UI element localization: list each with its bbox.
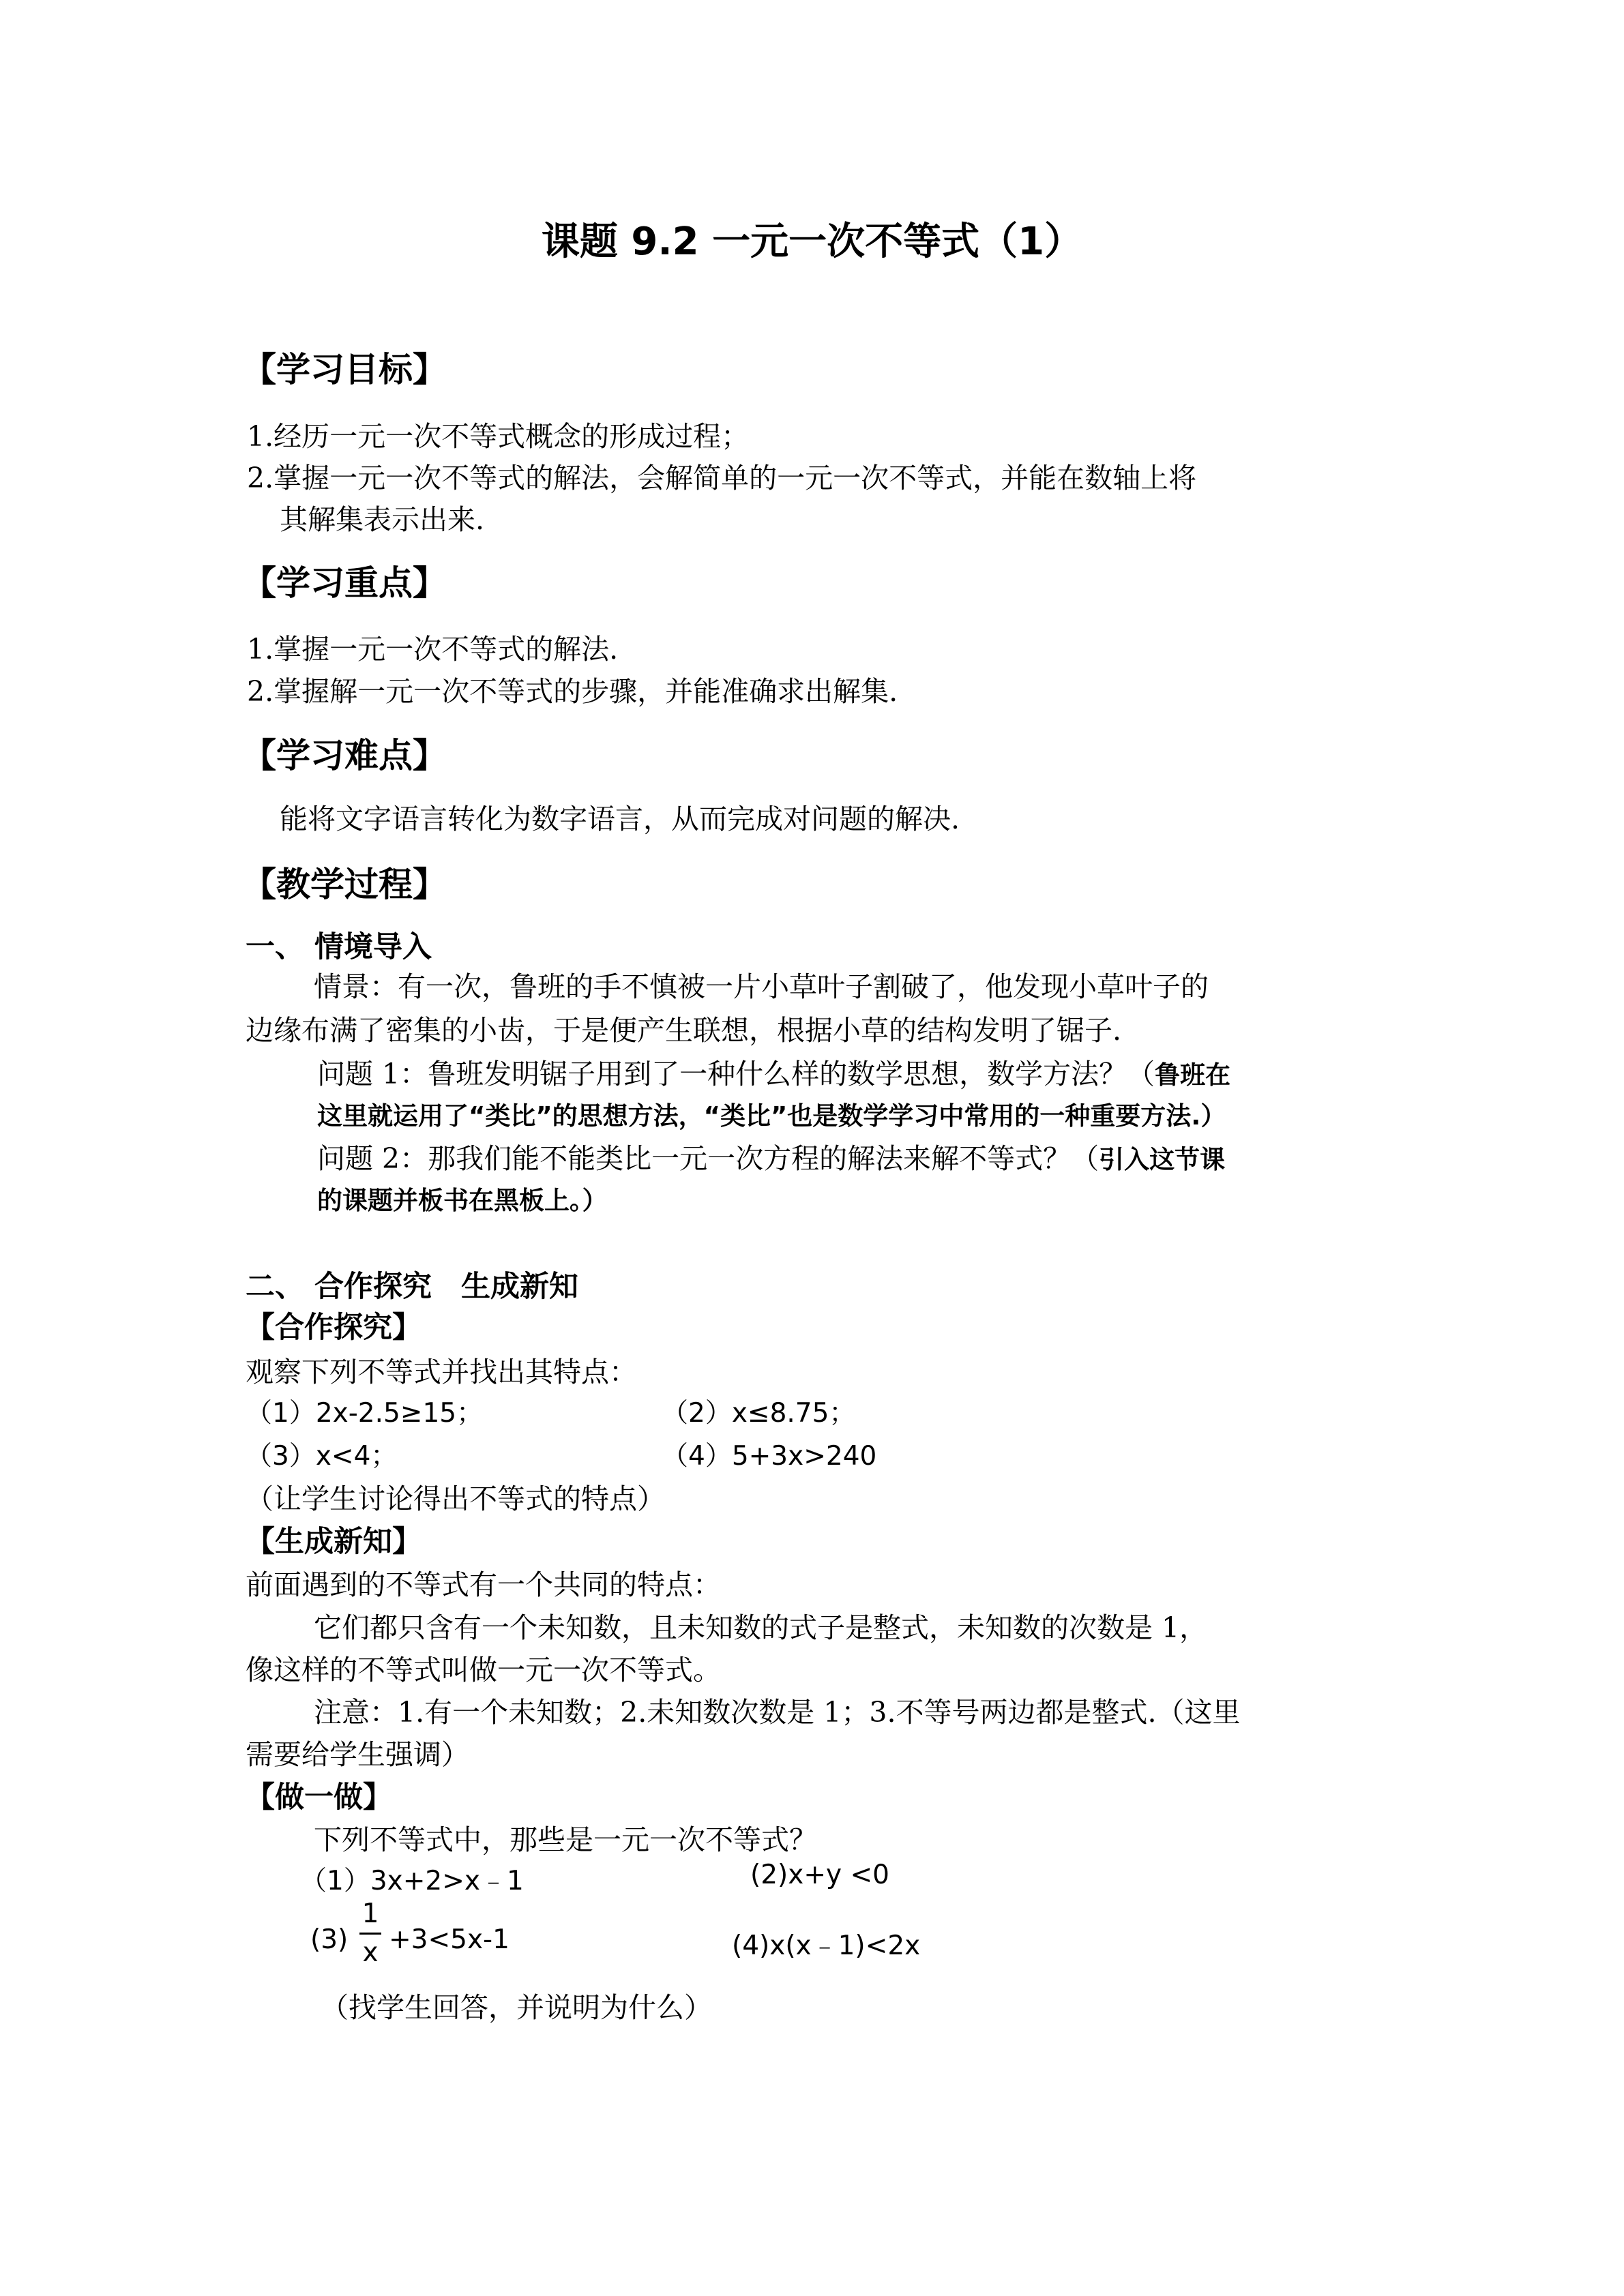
key-point-item-1: 1.掌握一元一次不等式的解法. [247,633,619,666]
page-title: 课题 9.2 一元一次不等式（1） [541,220,1083,264]
part2-title: 二、 合作探究 生成新知 [246,1270,578,1304]
fraction-numerator: 1 [361,1898,379,1929]
do-it-heading: 【做一做】 [246,1780,392,1815]
process-heading: 【教学过程】 [242,865,447,904]
coop-intro: 观察下列不等式并找出其特点： [246,1356,637,1388]
do-it-intro: 下列不等式中，那些是一元一次不等式？ [314,1823,817,1856]
objective-item-2: 2.掌握一元一次不等式的解法，会解简单的一元一次不等式，并能在数轴上将 [247,462,1197,494]
question-1-text: 问题 1：鲁班发明锯子用到了一种什么样的数学思想，数学方法？（ [317,1058,1155,1090]
definition-line-2: 像这样的不等式叫做一元一次不等式。 [246,1654,721,1686]
exercise-2: (2)x+y <0 [750,1860,889,1890]
exercise-3-fraction [357,1898,384,1969]
scene-line-2: 边缘布满了密集的小齿，于是便产生联想，根据小草的结构发明了锯子. [246,1014,1122,1047]
objective-item-1: 1.经历一元一次不等式概念的形成过程； [247,420,750,453]
exercise-3-suffix: +3<5x-1 [389,1924,510,1955]
note-line-1: 注意：1.有一个未知数；2.未知数次数是 1；3.不等号两边都是整式.（这里 [314,1696,1241,1729]
exercise-4: (4)x(x﹣1)<2x [732,1930,921,1961]
key-point-item-2: 2.掌握解一元一次不等式的步骤，并能准确求出解集. [247,675,898,708]
question-2-answer-start: 引入这节课 [1099,1145,1226,1174]
exercise-3-prefix: (3) [310,1924,349,1955]
inequality-2: （2）x≤8.75； [662,1398,856,1429]
key-points-heading: 【学习重点】 [242,563,447,603]
coop-heading: 【合作探究】 [246,1311,422,1345]
exercise-1: （1）3x+2>x﹣1 [300,1866,524,1896]
question-1 [317,1052,1230,1092]
question-2-answer: 的课题并板书在黑板上。） [317,1186,608,1215]
inequality-3: （3）x<4； [246,1441,398,1472]
note-line-2: 需要给学生强调） [246,1738,469,1771]
definition-line-1: 它们都只含有一个未知数，且未知数的式子是整式，未知数的次数是 1， [314,1611,1208,1644]
difficulties-heading: 【学习难点】 [242,736,447,775]
question-1-answer-start: 鲁班在 [1155,1060,1231,1090]
difficulties-text: 能将文字语言转化为数字语言，从而完成对问题的解决. [280,803,960,835]
scene-line-1: 情景：有一次，鲁班的手不慎被一片小草叶子割破了，他发现小草叶子的 [314,970,1209,1003]
inequality-1: （1）2x-2.5≥15； [246,1398,484,1429]
new-knowledge-intro: 前面遇到的不等式有一个共同的特点： [246,1568,721,1601]
inequality-4: （4）5+3x>240 [662,1441,877,1472]
fraction-bar [359,1933,381,1935]
part1-title: 一、 情境导入 [246,930,432,964]
question-2 [317,1136,1225,1176]
objectives-heading: 【学习目标】 [242,350,447,389]
question-2-text: 问题 2：那我们能不能类比一元一次方程的解法来解不等式？（ [317,1142,1099,1175]
objective-item-2-cont: 其解集表示出来. [280,503,485,536]
do-it-note: （找学生回答，并说明为什么） [321,1991,712,2024]
new-knowledge-heading: 【生成新知】 [246,1525,422,1559]
coop-note: （让学生讨论得出不等式的特点） [246,1482,665,1515]
fraction-denominator: x [362,1937,379,1968]
question-1-answer: 这里就运用了“类比”的思想方法，“类比”也是数学学习中常用的一种重要方法.） [317,1101,1226,1131]
